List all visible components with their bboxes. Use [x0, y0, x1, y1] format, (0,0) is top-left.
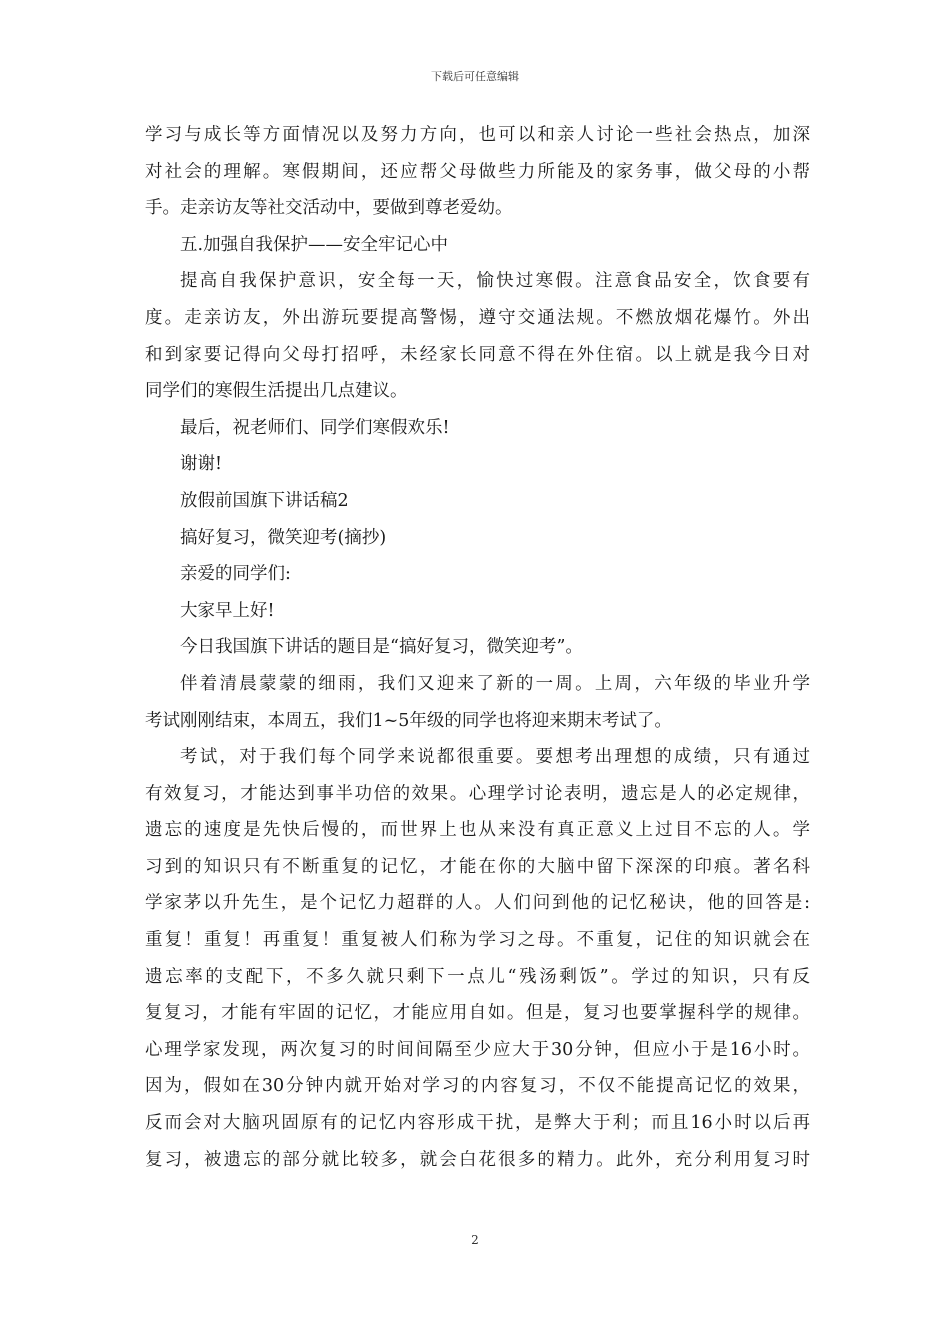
text-line: 今日我国旗下讲话的题目是“搞好复习，微笑迎考”。 — [180, 637, 583, 658]
page-header: 下载后可任意编辑 — [431, 70, 519, 83]
text-line: 学家茅以升先生，是个记忆力超群的人。人们问到他的记忆秘诀，他的回答是: — [145, 893, 810, 914]
text-line: 提高自我保护意识，安全每一天，愉快过寒假。注意食品安全，饮食要有 — [180, 271, 810, 292]
text-line: 学习与成长等方面情况以及努力方向，也可以和亲人讨论一些社会热点，加深 — [145, 125, 810, 145]
text-line: 同学们的寒假生活提出几点建议。 — [145, 381, 408, 402]
text-line: 搞好复习，微笑迎考(摘抄) — [180, 527, 387, 548]
text-line: 重复！重复！再重复！重复被人们称为学习之母。不重复，记住的知识就会在 — [145, 930, 810, 951]
text-line: 习到的知识只有不断重复的记忆，才能在你的大脑中留下深深的印痕。著名科 — [145, 856, 810, 877]
text-line: 复复习，才能有牢固的记忆，才能应用自如。但是，复习也要掌握科学的规律。 — [145, 1003, 810, 1024]
text-line: 五.加强自我保护——安全牢记心中 — [180, 234, 449, 255]
text-line: 反而会对大脑巩固原有的记忆内容形成干扰，是弊大于利；而且16小时以后再 — [145, 1113, 810, 1134]
text-line: 考试刚刚结束，本周五，我们1~5年级的同学也将迎来期末考试了。 — [145, 710, 672, 731]
text-line: 放假前国旗下讲话稿2 — [180, 490, 349, 511]
text-line: 遗忘的速度是先快后慢的，而世界上也从来没有真正意义上过目不忘的人。学 — [145, 820, 810, 841]
text-line: 复习，被遗忘的部分就比较多，就会白花很多的精力。此外，充分利用复习时 — [145, 1149, 810, 1170]
text-line: 有效复习，才能达到事半功倍的效果。心理学讨论表明，遗忘是人的必定规律， — [145, 783, 810, 804]
text-line: 手。走亲访友等社交活动中，要做到尊老爱幼。 — [145, 198, 513, 219]
text-line: 最后，祝老师们、同学们寒假欢乐! — [180, 417, 450, 438]
text-line: 心理学家发现，两次复习的时间间隔至少应大于30分钟，但应小于是16小时。 — [145, 1039, 810, 1060]
text-line: 遗忘率的支配下，不多久就只剩下一点儿“残汤剩饭”。学过的知识，只有反 — [145, 966, 810, 987]
text-line: 伴着清晨蒙蒙的细雨，我们又迎来了新的一周。上周，六年级的毕业升学 — [180, 673, 810, 694]
text-line: 因为，假如在30分钟内就开始对学习的内容复习，不仅不能提高记忆的效果， — [145, 1076, 810, 1097]
page-number: 2 — [471, 1233, 479, 1247]
text-line: 考试，对于我们每个同学来说都很重要。要想考出理想的成绩，只有通过 — [180, 747, 810, 768]
text-line: 对社会的理解。寒假期间，还应帮父母做些力所能及的家务事，做父母的小帮 — [145, 161, 810, 182]
text-line: 和到家要记得向父母打招呼，未经家长同意不得在外住宿。以上就是我今日对 — [145, 344, 810, 365]
document-body — [145, 117, 810, 1178]
text-line: 亲爱的同学们: — [180, 564, 291, 585]
text-line: 大家早上好! — [180, 600, 275, 621]
text-line: 谢谢! — [180, 454, 223, 475]
text-line: 度。走亲访友，外出游玩要提高警惕，遵守交通法规。不燃放烟花爆竹。外出 — [145, 307, 810, 328]
